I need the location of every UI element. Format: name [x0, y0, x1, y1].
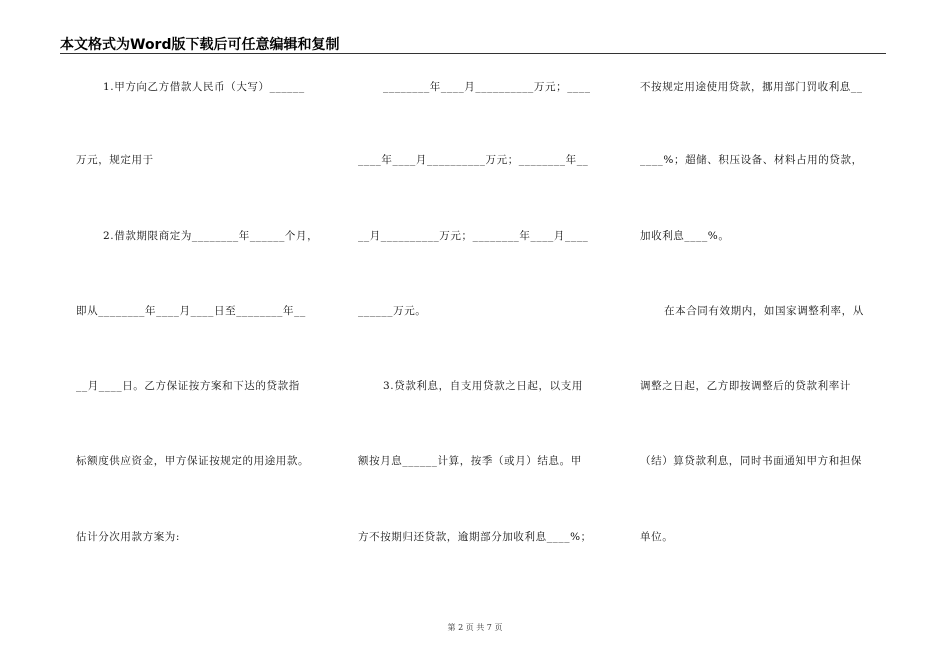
paragraph-line: 单位。 [640, 531, 674, 543]
paragraph-line: __月__________万元；________年____月____ [358, 230, 589, 242]
document-header: 本文格式为Word版下载后可任意编辑和复制 [60, 37, 340, 53]
paragraph-line: ________年____月__________万元；____ [383, 81, 591, 93]
paragraph-line: 额按月息______计算，按季（或月）结息。甲 [358, 455, 582, 467]
page-number: 第 2 页 共 7 页 [447, 623, 503, 632]
paragraph-line: ______万元。 [358, 305, 427, 317]
paragraph-line: 3.贷款利息，自支用贷款之日起，以支用 [383, 380, 583, 392]
paragraph-line: 加收利息____%。 [640, 230, 730, 242]
paragraph-line: 万元，规定用于 [76, 154, 154, 166]
paragraph-line: 估计分次用款方案为: [76, 531, 181, 543]
paragraph-line: （结）算贷款利息，同时书面通知甲方和担保 [640, 455, 862, 467]
paragraph-line: 1.甲方向乙方借款人民币（大写）______ [103, 81, 305, 93]
paragraph-line: 在本合同有效期内，如国家调整利率，从 [664, 305, 864, 317]
paragraph-line: 方不按期归还贷款，逾期部分加收利息____%； [358, 531, 592, 543]
paragraph-line: __月____日。乙方保证按方案和下达的贷款指 [76, 380, 300, 392]
paragraph-line: 调整之日起，乙方即按调整后的贷款利率计 [640, 380, 851, 392]
paragraph-line: ____年____月__________万元；________年__ [358, 154, 589, 166]
paragraph-line: ____%；超储、积压设备、材料占用的贷款， [640, 154, 863, 166]
paragraph-line: 即从________年____月____日至________年__ [76, 305, 306, 317]
header-divider [60, 53, 886, 54]
paragraph-line: 标额度供应资金，甲方保证按规定的用途用款。 [76, 455, 310, 467]
paragraph-line: 2.借款期限商定为________年______个月， [103, 230, 319, 242]
paragraph-line: 不按规定用途使用贷款，挪用部门罚收利息__ [640, 81, 863, 93]
